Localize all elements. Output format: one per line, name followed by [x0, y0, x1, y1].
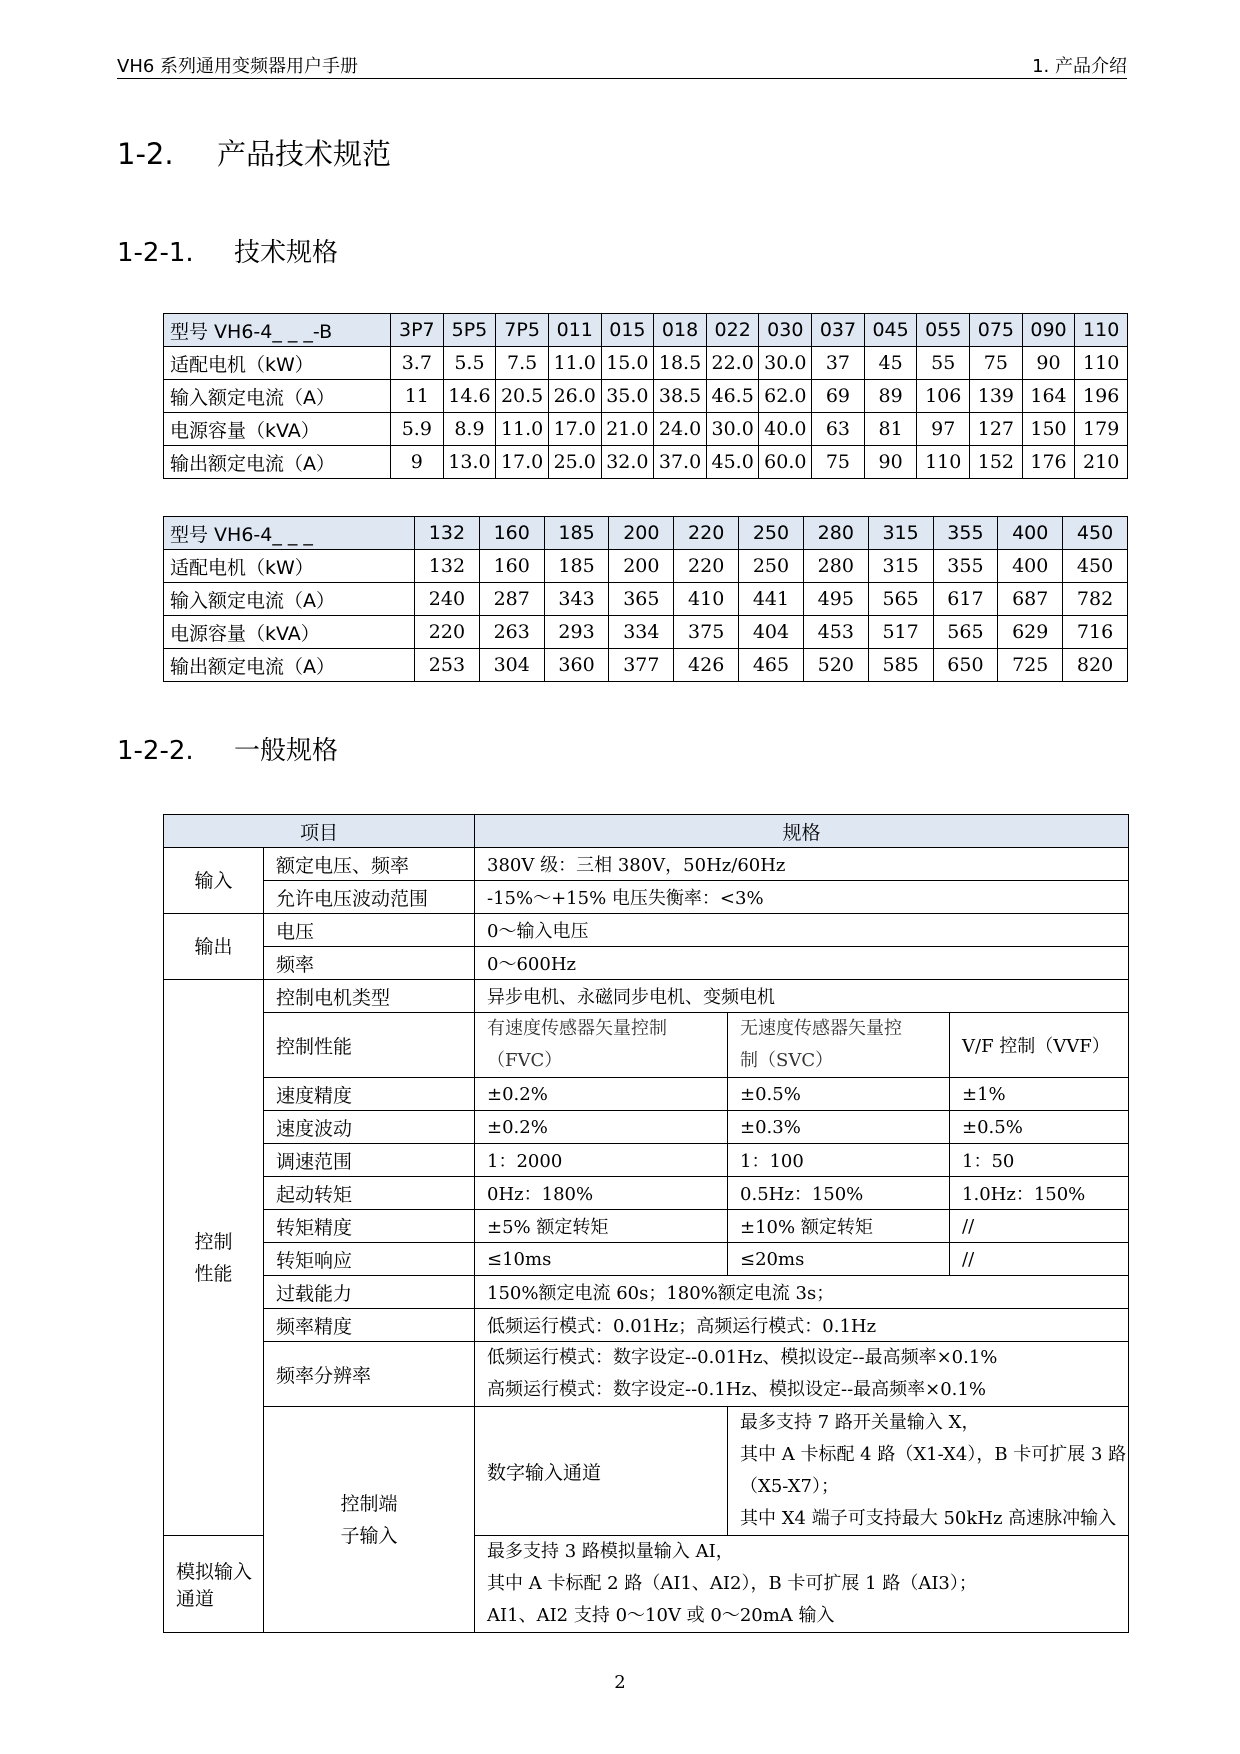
cell-vvf: // [950, 1210, 1129, 1243]
table-cell: 185 [544, 550, 609, 583]
table-cell: 164 [1022, 380, 1075, 413]
table-cell: 110 [1075, 347, 1128, 380]
row-label: 频率精度 [264, 1309, 475, 1342]
table-row [164, 550, 1128, 583]
row-label: 额定电压、频率 [264, 848, 475, 881]
svc-cell [728, 1013, 950, 1078]
model-label: 型号 VH6-4_ _ _ [164, 517, 415, 550]
cell-svc: ±0.5% [728, 1078, 950, 1111]
table-row [164, 1243, 1129, 1276]
table-row [164, 914, 1129, 947]
model-code: 015 [601, 314, 654, 347]
model-code: 030 [759, 314, 812, 347]
table-cell: 106 [917, 380, 970, 413]
table-cell: 110 [917, 446, 970, 479]
model-code: 055 [917, 314, 970, 347]
row-label: 模拟输入通道 [164, 1536, 264, 1633]
cell-line: 制（SVC） [740, 1050, 834, 1071]
model-code: 132 [415, 517, 480, 550]
table-cell: 55 [917, 347, 970, 380]
row-value: 0～600Hz [475, 947, 1129, 980]
table-cell: 7.5 [496, 347, 549, 380]
table-cell: 179 [1075, 413, 1128, 446]
cell-line: 高频运行模式：数字设定--0.1Hz、模拟设定--最高频率×0.1% [487, 1379, 986, 1400]
cell-line: 最多支持 7 路开关量输入 X， [740, 1412, 980, 1433]
table-cell: 30.0 [706, 413, 759, 446]
row-label: 电源容量（kVA） [164, 413, 391, 446]
table-cell: 617 [933, 583, 998, 616]
row-label: 输入额定电流（A） [164, 583, 415, 616]
table-cell: 17.0 [496, 446, 549, 479]
section-title: 产品技术规范 [217, 137, 392, 171]
table-cell: 15.0 [601, 347, 654, 380]
table-cell: 152 [970, 446, 1023, 479]
section-heading [117, 132, 391, 173]
table-cell: 716 [1063, 616, 1128, 649]
model-code: 110 [1075, 314, 1128, 347]
tech-spec-table-1 [163, 313, 1128, 479]
row-label: 频率 [264, 947, 475, 980]
model-code: 037 [812, 314, 865, 347]
table-cell: 90 [1022, 347, 1075, 380]
table-cell: 8.9 [443, 413, 496, 446]
table-cell: 453 [803, 616, 868, 649]
manual-title: VH6 系列通用变频器用户手册 [117, 56, 359, 77]
table-cell: 404 [739, 616, 804, 649]
table-cell: 75 [812, 446, 865, 479]
model-code: 045 [864, 314, 917, 347]
row-label: 控制电机类型 [264, 980, 475, 1013]
cell-fvc: ±0.2% [475, 1111, 728, 1144]
table-cell: 585 [868, 649, 933, 682]
cell-line: （FVC） [487, 1050, 563, 1071]
table-row [164, 446, 1128, 479]
table-row [164, 1407, 1129, 1536]
model-code: 5P5 [443, 314, 496, 347]
table-cell: 360 [544, 649, 609, 682]
row-label: 速度精度 [264, 1078, 475, 1111]
table-cell: 650 [933, 649, 998, 682]
table-cell: 495 [803, 583, 868, 616]
table-row [164, 947, 1129, 980]
table-cell: 450 [1063, 550, 1128, 583]
table-row [164, 881, 1129, 914]
model-code: 200 [609, 517, 674, 550]
cell-vvf: 1.0Hz：150% [950, 1177, 1129, 1210]
row-label: 电压 [264, 914, 475, 947]
table-cell: 629 [998, 616, 1063, 649]
table-row [164, 1078, 1129, 1111]
row-value [475, 1342, 1129, 1407]
table-cell: 37.0 [654, 446, 707, 479]
table-cell: 132 [415, 550, 480, 583]
chapter-title: 1. 产品介绍 [1032, 56, 1127, 77]
model-code: 185 [544, 517, 609, 550]
table-cell: 11 [391, 380, 444, 413]
table-cell: 45 [864, 347, 917, 380]
table-cell: 280 [803, 550, 868, 583]
table-cell: 355 [933, 550, 998, 583]
table-cell: 220 [415, 616, 480, 649]
model-code: 011 [548, 314, 601, 347]
table-cell: 240 [415, 583, 480, 616]
row-label: 速度波动 [264, 1111, 475, 1144]
subsection-number: 1-2-1. [117, 238, 194, 268]
table-row [164, 1111, 1129, 1144]
model-code: 7P5 [496, 314, 549, 347]
table-cell: 89 [864, 380, 917, 413]
table-header-row [164, 815, 1129, 848]
table-cell: 20.5 [496, 380, 549, 413]
row-label: 输出额定电流（A） [164, 446, 391, 479]
table-cell: 200 [609, 550, 674, 583]
table-cell: 38.5 [654, 380, 707, 413]
cell-vvf: // [950, 1243, 1129, 1276]
row-label: 输出额定电流（A） [164, 649, 415, 682]
fvc-cell [475, 1013, 728, 1078]
table-cell: 293 [544, 616, 609, 649]
model-code: 018 [654, 314, 707, 347]
table-cell: 22.0 [706, 347, 759, 380]
row-label: 调速范围 [264, 1144, 475, 1177]
cell-vvf: 1：50 [950, 1144, 1129, 1177]
cell-line: 最多支持 3 路模拟量输入 AI， [487, 1541, 734, 1562]
row-value: -15%～+15% 电压失衡率：<3% [475, 881, 1129, 914]
table-cell: 441 [739, 583, 804, 616]
row-label: 起动转矩 [264, 1177, 475, 1210]
row-label: 转矩响应 [264, 1243, 475, 1276]
table-row [164, 1342, 1129, 1407]
table-cell: 250 [739, 550, 804, 583]
page-number: 2 [614, 1672, 626, 1693]
cell-line: 低频运行模式：数字设定--0.01Hz、模拟设定--最高频率×0.1% [487, 1347, 998, 1368]
table-cell: 263 [479, 616, 544, 649]
group-input: 输入 [164, 848, 264, 914]
cell-fvc: ±0.2% [475, 1078, 728, 1111]
table-cell: 565 [868, 583, 933, 616]
table-row [164, 1177, 1129, 1210]
table-header-row [164, 517, 1128, 550]
table-cell: 520 [803, 649, 868, 682]
row-value: 0～输入电压 [475, 914, 1129, 947]
row-label: 输入额定电流（A） [164, 380, 391, 413]
table-cell: 127 [970, 413, 1023, 446]
table-cell: 287 [479, 583, 544, 616]
table-cell: 253 [415, 649, 480, 682]
table-cell: 304 [479, 649, 544, 682]
cell-vvf: ±1% [950, 1078, 1129, 1111]
table-cell: 62.0 [759, 380, 812, 413]
table-cell: 176 [1022, 446, 1075, 479]
row-label: 过载能力 [264, 1276, 475, 1309]
row-value: 低频运行模式：0.01Hz；高频运行模式：0.1Hz [475, 1309, 1129, 1342]
section-number: 1-2. [117, 137, 174, 171]
table-cell: 725 [998, 649, 1063, 682]
table-cell: 343 [544, 583, 609, 616]
model-code: 355 [933, 517, 998, 550]
cell-fvc: 1：2000 [475, 1144, 728, 1177]
subsection-number: 1-2-2. [117, 736, 194, 766]
group-terminal [264, 1407, 475, 1633]
table-cell: 11.0 [496, 413, 549, 446]
row-value: 异步电机、永磁同步电机、变频电机 [475, 980, 1129, 1013]
table-row [164, 583, 1128, 616]
table-cell: 60.0 [759, 446, 812, 479]
table-cell: 400 [998, 550, 1063, 583]
table-cell: 90 [864, 446, 917, 479]
cell-line: 其中 A 卡标配 4 路（X1-X4），B 卡可扩展 3 路（X5-X7）； [740, 1444, 1127, 1497]
model-code: 315 [868, 517, 933, 550]
table-cell: 26.0 [548, 380, 601, 413]
group-label-line: 子输入 [340, 1524, 398, 1547]
table-row [164, 1276, 1129, 1309]
table-cell: 63 [812, 413, 865, 446]
model-code: 3P7 [391, 314, 444, 347]
table-cell: 18.5 [654, 347, 707, 380]
model-label: 型号 VH6-4_ _ _-B [164, 314, 391, 347]
cell-fvc: ±5% 额定转矩 [475, 1210, 728, 1243]
row-label: 数字输入通道 [475, 1407, 728, 1536]
table-cell: 75 [970, 347, 1023, 380]
row-value [728, 1407, 1129, 1536]
table-cell: 565 [933, 616, 998, 649]
header-spec: 规格 [475, 815, 1129, 848]
model-code: 280 [803, 517, 868, 550]
table-row [164, 980, 1129, 1013]
table-cell: 46.5 [706, 380, 759, 413]
table-cell: 426 [674, 649, 739, 682]
subsection-title: 一般规格 [234, 736, 339, 766]
subsection-heading-tech [117, 232, 338, 269]
table-row [164, 649, 1128, 682]
subsection-title: 技术规格 [234, 238, 339, 268]
cell-line: 有速度传感器矢量控制 [487, 1018, 668, 1039]
table-cell: 69 [812, 380, 865, 413]
table-row [164, 347, 1128, 380]
table-cell: 81 [864, 413, 917, 446]
model-code: 450 [1063, 517, 1128, 550]
table-cell: 210 [1075, 446, 1128, 479]
table-cell: 97 [917, 413, 970, 446]
table-row [164, 1013, 1129, 1078]
cell-fvc: 0Hz：180% [475, 1177, 728, 1210]
table-cell: 820 [1063, 649, 1128, 682]
table-cell: 13.0 [443, 446, 496, 479]
header-item: 项目 [164, 815, 475, 848]
row-label: 适配电机（kW） [164, 347, 391, 380]
model-code: 400 [998, 517, 1063, 550]
table-cell: 150 [1022, 413, 1075, 446]
cell-svc: 0.5Hz：150% [728, 1177, 950, 1210]
row-value: 150%额定电流 60s；180%额定电流 3s； [475, 1276, 1129, 1309]
tech-spec-table-2 [163, 516, 1128, 682]
table-cell: 160 [479, 550, 544, 583]
row-label: 电源容量（kVA） [164, 616, 415, 649]
model-code: 160 [479, 517, 544, 550]
table-row [164, 616, 1128, 649]
table-cell: 25.0 [548, 446, 601, 479]
table-cell: 30.0 [759, 347, 812, 380]
model-code: 250 [739, 517, 804, 550]
table-cell: 334 [609, 616, 674, 649]
row-value [475, 1536, 1129, 1633]
row-label: 频率分辨率 [264, 1342, 475, 1407]
model-code: 075 [970, 314, 1023, 347]
group-label-line: 控制端 [340, 1492, 398, 1515]
table-cell: 782 [1063, 583, 1128, 616]
table-row [164, 1144, 1129, 1177]
table-cell: 9 [391, 446, 444, 479]
table-cell: 139 [970, 380, 1023, 413]
table-cell: 14.6 [443, 380, 496, 413]
table-cell: 220 [674, 550, 739, 583]
table-cell: 365 [609, 583, 674, 616]
page-header [117, 50, 1127, 79]
table-cell: 5.9 [391, 413, 444, 446]
table-row [164, 1210, 1129, 1243]
table-cell: 24.0 [654, 413, 707, 446]
table-cell: 5.5 [443, 347, 496, 380]
table-cell: 37 [812, 347, 865, 380]
cell-svc: ≤20ms [728, 1243, 950, 1276]
table-header-row [164, 314, 1128, 347]
table-cell: 45.0 [706, 446, 759, 479]
table-cell: 465 [739, 649, 804, 682]
group-output: 输出 [164, 914, 264, 980]
table-cell: 21.0 [601, 413, 654, 446]
cell-svc: ±0.3% [728, 1111, 950, 1144]
vvf-cell: V/F 控制（VVF） [950, 1013, 1129, 1078]
table-cell: 35.0 [601, 380, 654, 413]
row-label: 允许电压波动范围 [264, 881, 475, 914]
table-cell: 196 [1075, 380, 1128, 413]
table-row [164, 848, 1129, 881]
group-control [164, 980, 264, 1536]
cell-fvc: ≤10ms [475, 1243, 728, 1276]
table-cell: 315 [868, 550, 933, 583]
table-cell: 17.0 [548, 413, 601, 446]
table-row [164, 380, 1128, 413]
group-label-line: 性能 [194, 1262, 233, 1285]
model-code: 220 [674, 517, 739, 550]
model-code: 022 [706, 314, 759, 347]
cell-vvf: ±0.5% [950, 1111, 1129, 1144]
row-label: 适配电机（kW） [164, 550, 415, 583]
table-cell: 687 [998, 583, 1063, 616]
model-code: 090 [1022, 314, 1075, 347]
table-cell: 11.0 [548, 347, 601, 380]
cell-line: 其中 A 卡标配 2 路（AI1、AI2），B 卡可扩展 1 路（AI3）； [487, 1573, 977, 1594]
general-spec-table [163, 814, 1129, 1633]
table-cell: 3.7 [391, 347, 444, 380]
row-label: 控制性能 [264, 1013, 475, 1078]
row-value: 380V 级：三相 380V，50Hz/60Hz [475, 848, 1129, 881]
table-row [164, 413, 1128, 446]
table-cell: 377 [609, 649, 674, 682]
table-cell: 410 [674, 583, 739, 616]
subsection-heading-general [117, 730, 338, 767]
cell-svc: ±10% 额定转矩 [728, 1210, 950, 1243]
row-label: 转矩精度 [264, 1210, 475, 1243]
group-label-line: 控制 [194, 1230, 233, 1253]
table-row [164, 1309, 1129, 1342]
table-cell: 32.0 [601, 446, 654, 479]
table-cell: 517 [868, 616, 933, 649]
table-cell: 40.0 [759, 413, 812, 446]
cell-svc: 1：100 [728, 1144, 950, 1177]
cell-line: AI1、AI2 支持 0～10V 或 0～20mA 输入 [487, 1605, 835, 1626]
cell-line: 其中 X4 端子可支持最大 50kHz 高速脉冲输入 [740, 1508, 1117, 1529]
cell-line: 无速度传感器矢量控 [740, 1018, 903, 1039]
table-cell: 375 [674, 616, 739, 649]
